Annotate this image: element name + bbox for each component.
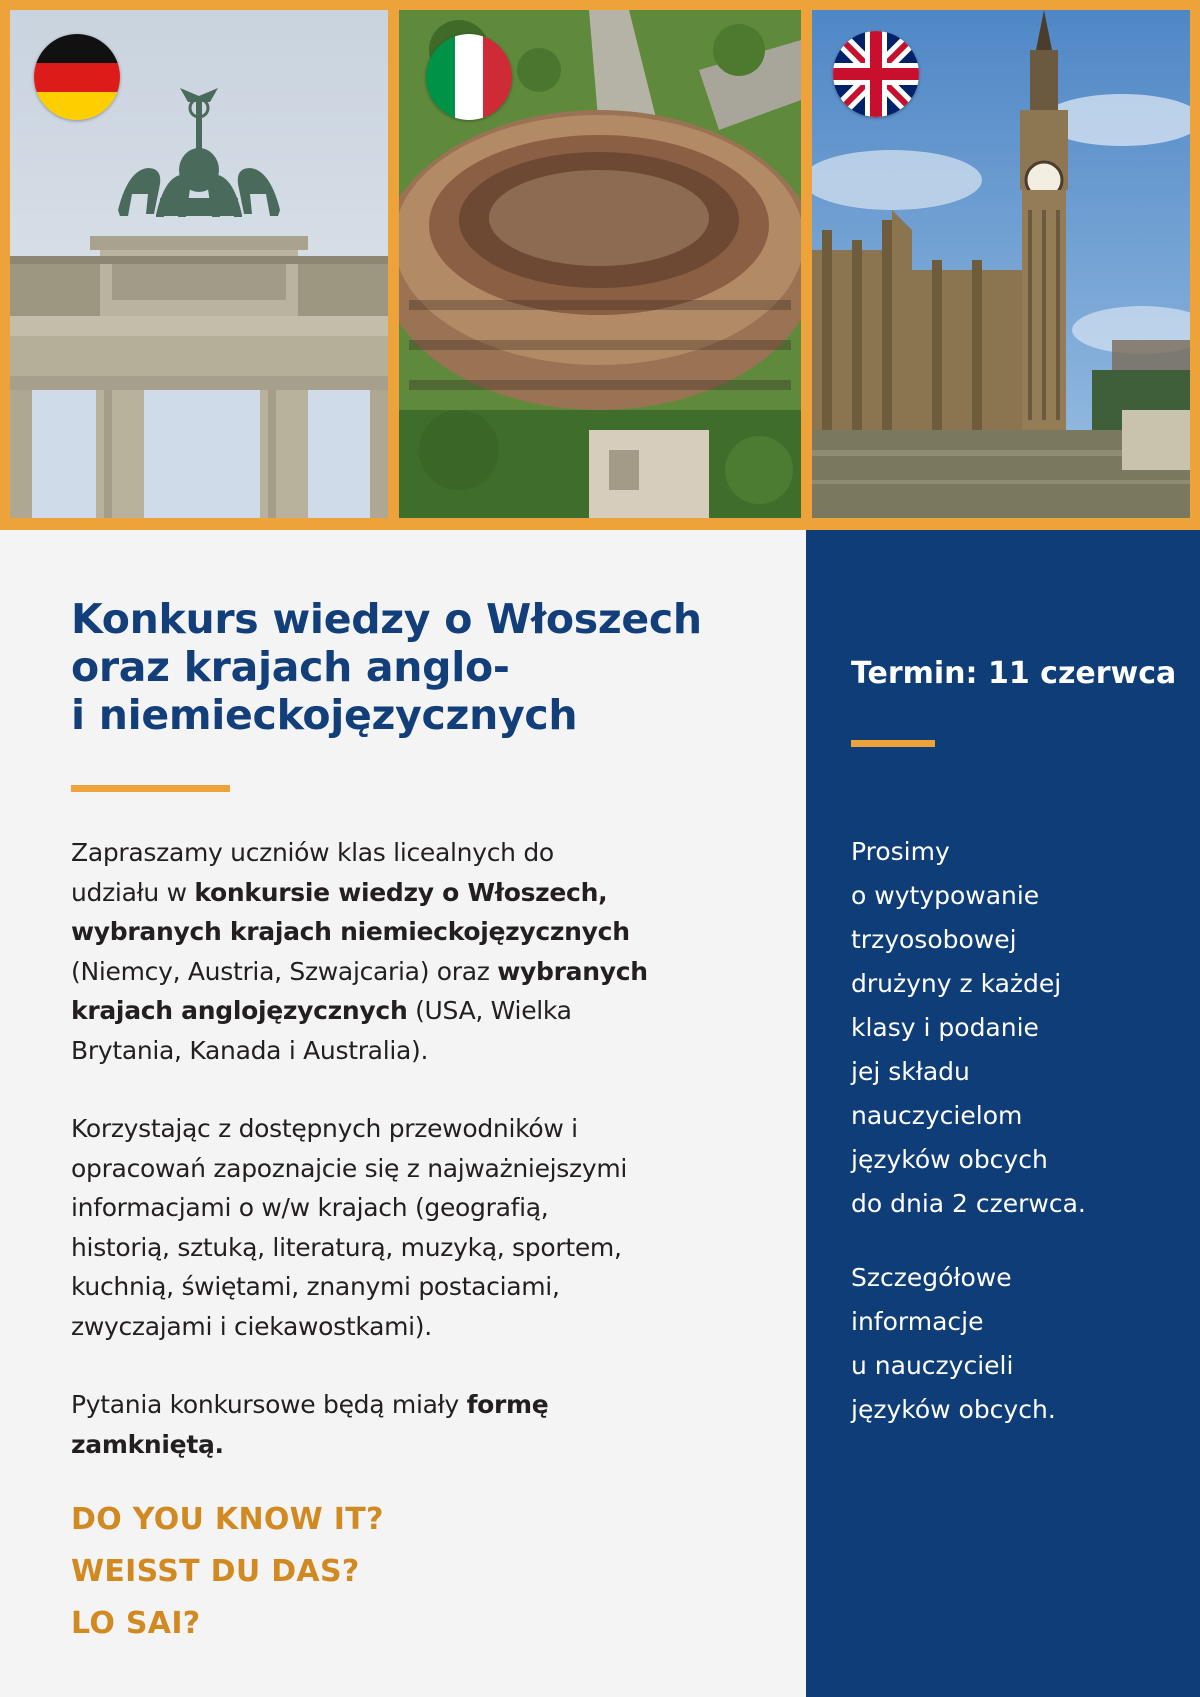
paragraph-text: Pytania konkursowe będą miały: [71, 1390, 467, 1419]
sidebar-line: o wytypowanie: [851, 881, 1040, 910]
sidebar-line: drużyny z każdej: [851, 969, 1062, 998]
paragraph-line: opracowań zapoznajcie się z najważniejszymi: [71, 1153, 628, 1183]
sidebar-line: do dnia 2 czerwca.: [851, 1189, 1086, 1218]
sidebar-line: klasy i podanie: [851, 1013, 1039, 1042]
sidebar-line: jej składu: [851, 1057, 970, 1086]
slogan-italian: LO SAI?: [71, 1606, 201, 1641]
sidebar-line: trzyosobowej: [851, 925, 1017, 954]
paragraph-line: Korzystając z dostępnych przewodników i: [71, 1114, 578, 1143]
paragraph-line: [71, 1425, 771, 1465]
paragraph-bold-text: konkursie wiedzy o Włoszech,: [194, 877, 608, 907]
uk-flag-icon: [833, 31, 919, 117]
paragraph-line: [71, 991, 771, 1031]
sidebar-line: informacje: [851, 1307, 984, 1336]
sidebar-line: Szczegółowe: [851, 1263, 1012, 1292]
slogan-list: [71, 1494, 771, 1650]
paragraph-line: [71, 952, 771, 992]
photo-strip: [0, 0, 1200, 530]
sidebar: [806, 530, 1200, 1697]
germany-flag-icon: [34, 34, 120, 120]
sidebar-line: nauczycielom: [851, 1101, 1023, 1130]
team-request-text: [851, 830, 1191, 1226]
paragraph-line: kuchnią, świętami, znanymi postaciami,: [71, 1272, 560, 1301]
big-ben-photo: [812, 10, 1190, 518]
sidebar-line: języków obcych.: [851, 1395, 1056, 1424]
paragraph-line: zwyczajami i ciekawostkami).: [71, 1311, 432, 1341]
brandenburg-gate-photo: [10, 10, 388, 518]
deadline-heading: Termin: 11 czerwca: [851, 656, 1177, 691]
sidebar-line: języków obcych: [851, 1145, 1048, 1174]
sidebar-line: u nauczycieli: [851, 1351, 1014, 1380]
italy-flag-icon: [426, 34, 512, 120]
paragraph-line: [71, 1031, 771, 1071]
main-content: [0, 530, 806, 1697]
paragraph-text: Brytania, Kanada i Australia).: [71, 1035, 429, 1065]
title-line: Konkurs wiedzy o Włoszech: [71, 595, 702, 643]
title-line: i niemieckojęzycznych: [71, 691, 578, 739]
title-divider: [71, 785, 230, 792]
paragraph-bold-text: wybranych: [497, 956, 648, 986]
paragraph-bold-text: zamkniętą.: [71, 1429, 224, 1459]
format-paragraph: [71, 1385, 771, 1464]
paragraph-text: udziału w: [71, 877, 195, 907]
title-line: oraz krajach anglo-: [71, 643, 510, 691]
paragraph-bold-text: wybranych krajach niemieckojęzycznych: [71, 917, 630, 946]
paragraph-line: historią, sztuką, literaturą, muzyką, sportem,: [71, 1232, 622, 1262]
intro-paragraph: [71, 833, 771, 1070]
slogan-german: WEISST DU DAS?: [71, 1554, 360, 1589]
paragraph-text: (Niemcy, Austria, Szwajcaria) oraz: [71, 956, 498, 986]
paragraph-line: informacjami o w/w krajach (geografią,: [71, 1193, 549, 1222]
paragraph-line: [71, 912, 771, 952]
paragraph-line: [71, 833, 771, 873]
paragraph-line: [71, 873, 771, 913]
details-info-text: [851, 1256, 1191, 1432]
slogan-english: DO YOU KNOW IT?: [71, 1502, 384, 1537]
paragraph-line: [71, 1385, 771, 1425]
paragraph-bold-text: krajach anglojęzycznych: [71, 996, 408, 1025]
colosseum-photo: [399, 10, 801, 518]
deadline-divider: [851, 740, 935, 747]
paragraph-text: Zapraszamy uczniów klas licealnych do: [71, 838, 554, 867]
sidebar-line: Prosimy: [851, 837, 950, 866]
page-title: [71, 595, 771, 739]
topics-paragraph: [71, 1109, 771, 1346]
paragraph-text: (USA, Wielka: [407, 996, 572, 1025]
paragraph-bold-text: formę: [466, 1390, 549, 1419]
